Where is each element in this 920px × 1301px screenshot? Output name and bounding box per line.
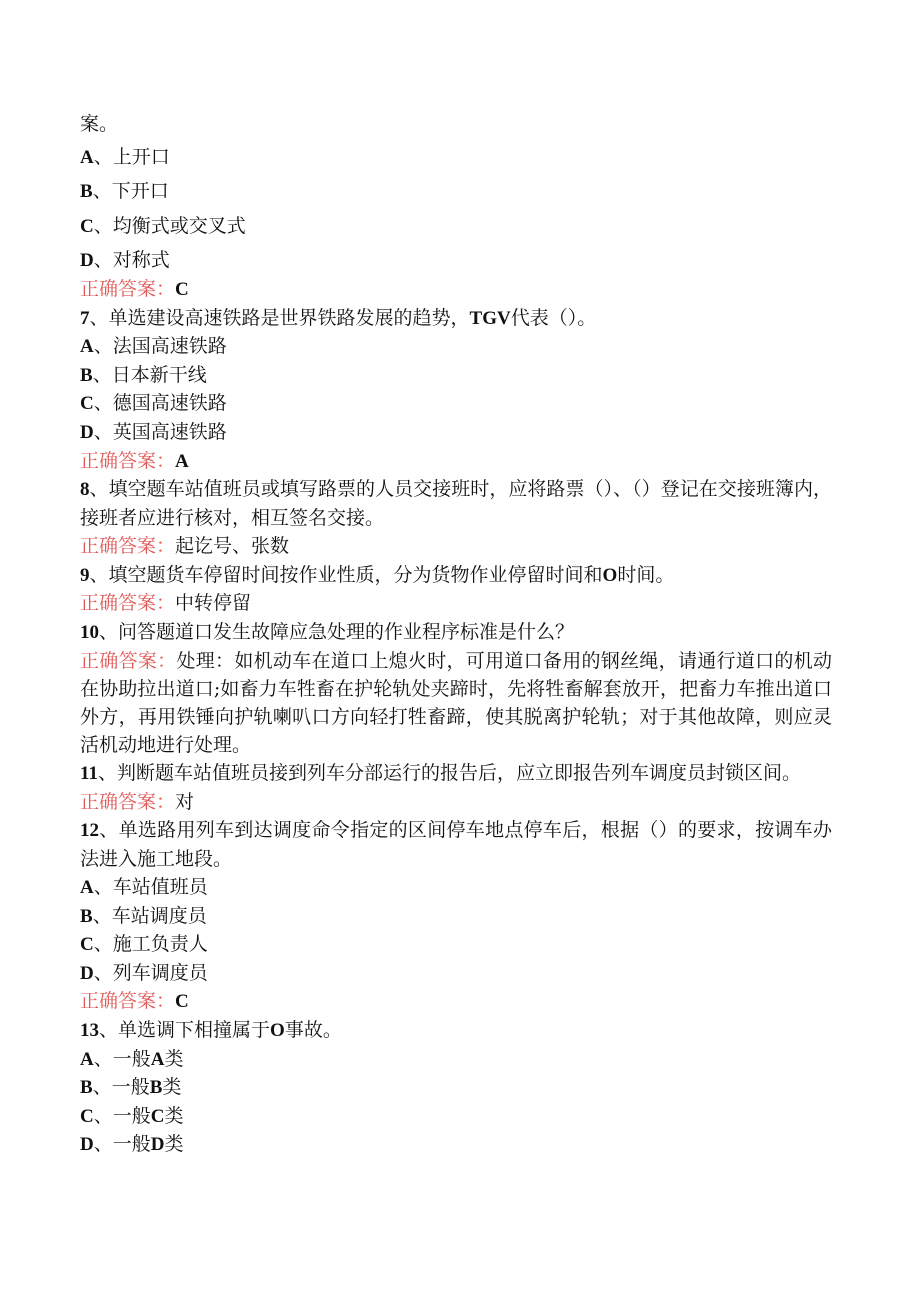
option-sep: 、: [93, 392, 113, 415]
question-sep: 、: [99, 819, 119, 842]
question-text: 填空题车站值班员或填写路票的人员交接班时，应将路票（）、（）登记在交接班簿内，接班者应进行核对，相互签名交接。: [80, 478, 832, 530]
option-letter: C: [80, 393, 94, 415]
option-sep: 、: [93, 933, 113, 956]
option-b: [80, 1073, 832, 1102]
question-text: 单选调下相撞属于: [118, 1019, 271, 1042]
option-text: 一般: [111, 1076, 150, 1099]
option-class: B: [149, 1077, 163, 1099]
option-b: [80, 902, 832, 931]
option-letter: C: [80, 934, 94, 956]
option-text: 法国高速铁路: [112, 335, 227, 358]
option-sep: 、: [92, 363, 112, 386]
option-text: 类: [162, 1076, 182, 1099]
option-sep: 、: [93, 335, 113, 358]
question-sep: 、: [89, 306, 109, 329]
question-text: TGV: [469, 307, 511, 329]
question-number: 12: [80, 820, 99, 842]
option-text: 英国高速铁路: [112, 420, 227, 443]
answer-value: 对: [175, 790, 195, 813]
question-sep: 、: [99, 620, 119, 643]
answer-line: [80, 447, 832, 476]
question-number: 11: [80, 762, 98, 784]
question-sep: 、: [97, 761, 117, 784]
option-c: [80, 212, 832, 241]
question-sep: 、: [99, 1019, 119, 1042]
option-letter: D: [80, 962, 94, 984]
option-c: [80, 1102, 832, 1131]
option-b: [80, 177, 832, 206]
option-d: [80, 418, 832, 447]
option-text: 类: [164, 1133, 184, 1156]
question-sep: 、: [89, 478, 109, 501]
question-sep: 、: [89, 563, 109, 586]
option-text: 类: [164, 1104, 184, 1127]
question-continuation: [80, 110, 832, 139]
option-text: 类: [164, 1047, 184, 1070]
answer-label: 正确答案：: [80, 592, 176, 615]
question-text: O: [270, 1020, 285, 1042]
option-letter: B: [80, 364, 93, 386]
option-sep: 、: [93, 876, 113, 899]
option-sep: 、: [93, 214, 113, 237]
answer-label: 正确答案：: [80, 535, 176, 558]
question-9: [80, 561, 832, 590]
option-sep: 、: [92, 904, 112, 927]
answer-line: [80, 275, 832, 304]
answer-label: 正确答案：: [80, 449, 176, 472]
option-text: 施工负责人: [112, 933, 208, 956]
option-d: [80, 959, 832, 988]
option-text: 日本新干线: [111, 363, 207, 386]
option-a: [80, 1045, 832, 1074]
question-number: 7: [80, 307, 90, 329]
question-text: 问答题道口发生故障应急处理的作业程序标准是什么？: [118, 620, 575, 643]
answer-label: 正确答案：: [80, 790, 176, 813]
option-letter: A: [80, 1048, 94, 1070]
option-text: 下开口: [111, 180, 169, 203]
option-letter: B: [80, 1077, 93, 1099]
option-sep: 、: [92, 180, 112, 203]
option-sep: 、: [93, 420, 113, 443]
answer-line: [80, 987, 832, 1016]
option-text: 车站值班员: [112, 876, 208, 899]
answer-line: [80, 532, 832, 561]
question-text: 判断题车站值班员接到列车分部运行的报告后，应立即报告列车调度员封锁区间。: [116, 761, 801, 784]
answer-line: [80, 788, 832, 817]
option-letter: A: [80, 146, 94, 168]
option-c: [80, 930, 832, 959]
option-class: A: [150, 1048, 165, 1070]
question-text: 事故。: [284, 1019, 342, 1042]
option-letter: C: [80, 215, 94, 237]
document-page: [80, 110, 832, 1159]
question-number: 13: [80, 1020, 99, 1042]
option-letter: B: [80, 905, 93, 927]
answer-value: 起讫号、张数: [175, 535, 290, 558]
answer-value: C: [175, 991, 189, 1013]
question-13: [80, 1016, 832, 1045]
answer-label: 正确答案：: [80, 649, 177, 672]
option-a: [80, 332, 832, 361]
option-sep: 、: [93, 145, 113, 168]
question-11: [80, 759, 832, 788]
option-c: [80, 389, 832, 418]
option-b: [80, 361, 832, 390]
option-text: 一般: [112, 1133, 151, 1156]
option-a: [80, 873, 832, 902]
question-number: 9: [80, 564, 90, 586]
option-text: 上开口: [112, 145, 170, 168]
option-class: D: [150, 1134, 165, 1156]
question-10: [80, 618, 832, 647]
question-text: 时间。: [617, 563, 675, 586]
answer-value: 处理：如机动车在道口上熄火时，可用道口备用的钢丝绳，请通行道口的机动在协助拉出道口;如畜力车牲畜在护轮轨处夹蹄时，先将牲畜解套放开，把畜力车推出道口外方，再用铁锤向护轨喇叭口方向轻打牲畜蹄，使其脱离护轮轨；对于其他故障，则应灵活机动地进行处理。: [80, 649, 832, 756]
option-text: 一般: [112, 1047, 151, 1070]
option-text: 一般: [112, 1104, 151, 1127]
option-class: C: [150, 1105, 165, 1127]
option-text: 德国高速铁路: [112, 392, 227, 415]
question-text: 案。: [80, 113, 119, 135]
option-sep: 、: [93, 249, 113, 272]
option-sep: 、: [93, 1133, 113, 1156]
question-text: 填空题货车停留时间按作业性质，分为货物作业停留时间和: [108, 563, 603, 586]
option-sep: 、: [93, 961, 113, 984]
answer-label: 正确答案：: [80, 277, 176, 300]
option-letter: A: [80, 336, 94, 358]
option-a: [80, 143, 832, 172]
question-number: 10: [80, 621, 99, 643]
option-letter: B: [80, 181, 93, 203]
question-12: [80, 816, 832, 873]
question-number: 8: [80, 479, 90, 501]
option-letter: D: [80, 250, 94, 272]
question-text: 代表（）。: [510, 306, 597, 329]
question-text: 单选路用列车到达调度命令指定的区间停车地点停车后，根据（）的要求，按调车办法进入施工地段。: [80, 819, 832, 871]
option-letter: D: [80, 421, 94, 443]
question-text: 单选建设高速铁路是世界铁路发展的趋势，: [108, 306, 470, 329]
option-letter: C: [80, 1105, 94, 1127]
answer-block: [80, 647, 832, 759]
answer-label: 正确答案：: [80, 990, 176, 1013]
option-text: 对称式: [112, 249, 170, 272]
question-text: O: [602, 564, 618, 586]
option-letter: A: [80, 877, 94, 899]
option-d: [80, 1130, 832, 1159]
option-sep: 、: [93, 1104, 113, 1127]
answer-value: 中转停留: [175, 592, 252, 615]
option-text: 列车调度员: [112, 961, 208, 984]
answer-line: [80, 589, 832, 618]
option-sep: 、: [93, 1047, 113, 1070]
option-d: [80, 246, 832, 275]
question-8: [80, 475, 832, 532]
option-sep: 、: [92, 1076, 112, 1099]
option-text: 均衡式或交叉式: [112, 214, 246, 237]
option-text: 车站调度员: [111, 904, 207, 927]
option-letter: D: [80, 1134, 94, 1156]
question-7: [80, 304, 832, 333]
answer-value: A: [175, 450, 189, 472]
answer-value: C: [175, 278, 189, 300]
